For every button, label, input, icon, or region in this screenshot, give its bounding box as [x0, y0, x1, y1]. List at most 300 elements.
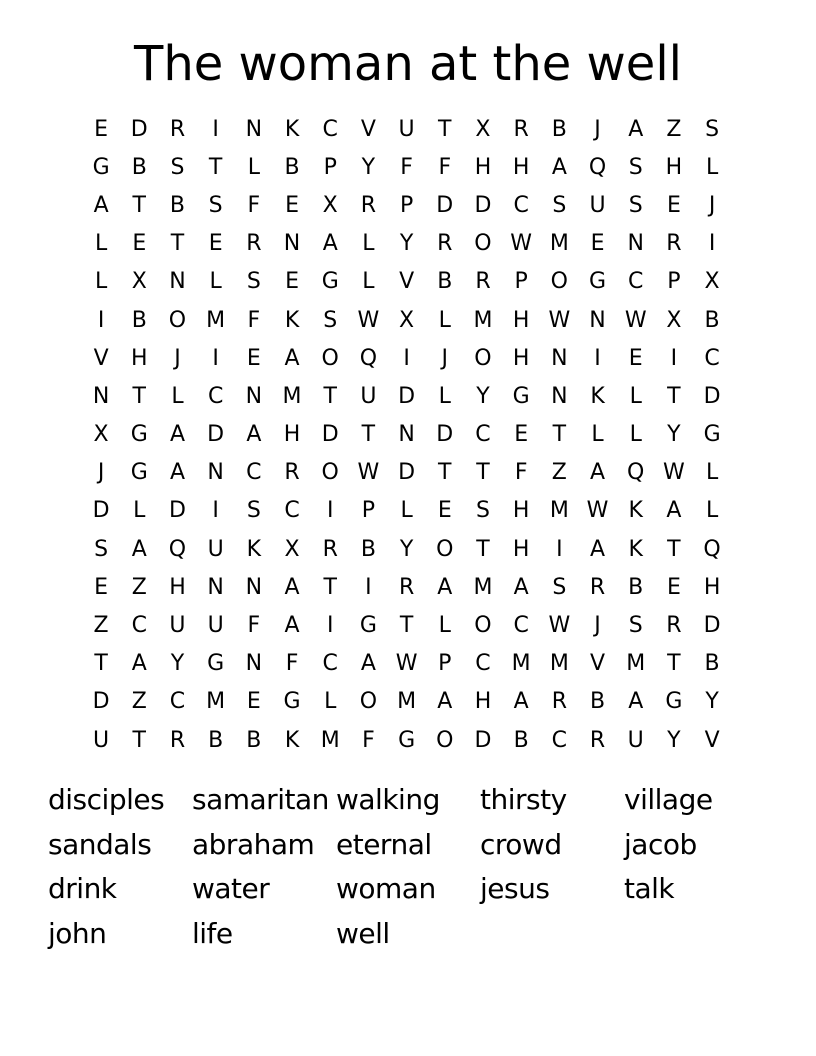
- grid-letter: X: [322, 192, 338, 218]
- grid-letter: I: [708, 231, 716, 257]
- grid-letter: S: [246, 269, 261, 295]
- grid-letter: O: [436, 727, 454, 753]
- grid-letter: N: [245, 383, 263, 409]
- grid-letter: M: [549, 231, 569, 257]
- word-list-item: samaritan: [192, 783, 329, 816]
- grid-letter: B: [284, 154, 300, 180]
- grid-letter: L: [705, 498, 719, 524]
- grid-letter: K: [590, 383, 605, 409]
- grid-letter: U: [207, 536, 224, 562]
- grid-letter: X: [666, 307, 682, 333]
- grid-letter: C: [513, 192, 529, 218]
- grid-letter: L: [438, 307, 451, 333]
- grid-letter: T: [208, 154, 223, 180]
- grid-letter: N: [245, 651, 263, 677]
- grid-letter: A: [666, 498, 682, 524]
- grid-letter: S: [628, 154, 643, 180]
- grid-letter: L: [324, 689, 337, 715]
- word-list-item: talk: [624, 872, 675, 905]
- grid-letter: S: [94, 536, 109, 562]
- grid-letter: D: [130, 116, 148, 142]
- grid-letter: E: [285, 269, 299, 295]
- grid-letter: S: [628, 192, 643, 218]
- grid-letter: R: [246, 231, 262, 257]
- grid-letter: E: [285, 192, 299, 218]
- grid-letter: B: [131, 307, 147, 333]
- grid-letter: M: [473, 307, 493, 333]
- grid-letter: D: [436, 192, 454, 218]
- grid-letter: Q: [703, 536, 721, 562]
- grid-letter: H: [665, 154, 683, 180]
- word-list-item: crowd: [480, 827, 562, 861]
- grid-letter: U: [169, 613, 186, 639]
- grid-letter: B: [169, 192, 186, 218]
- grid-letter: I: [594, 345, 601, 371]
- grid-letter: B: [208, 727, 224, 753]
- grid-letter: L: [362, 231, 375, 257]
- grid-letter: F: [285, 651, 299, 677]
- grid-letter: B: [513, 727, 529, 753]
- grid-letter: A: [246, 422, 262, 448]
- word-list-item: well: [336, 916, 390, 950]
- word-list-item: life: [192, 916, 233, 950]
- grid-letter: D: [474, 727, 492, 753]
- grid-letter: D: [703, 613, 721, 639]
- grid-letter: O: [168, 307, 187, 333]
- grid-letter: A: [437, 574, 453, 600]
- word-list-item: abraham: [192, 827, 315, 861]
- grid-letter: J: [97, 460, 105, 486]
- grid-letter: C: [628, 269, 644, 295]
- grid-letter: F: [400, 154, 413, 180]
- grid-letter: P: [438, 651, 452, 677]
- grid-letter: X: [704, 269, 720, 295]
- grid-letter: Y: [399, 536, 414, 562]
- grid-letter: M: [320, 727, 340, 753]
- grid-letter: L: [591, 422, 604, 448]
- grid-letter: I: [403, 345, 410, 371]
- grid-letter: L: [133, 498, 146, 524]
- grid-letter: E: [666, 192, 681, 218]
- grid-letter: Z: [93, 613, 109, 639]
- grid-letter: G: [283, 689, 301, 715]
- grid-letter: N: [92, 383, 110, 409]
- grid-letter: O: [321, 345, 339, 371]
- grid-letter: Q: [168, 536, 187, 562]
- grid-letter: U: [398, 116, 415, 142]
- grid-letter: L: [209, 269, 222, 295]
- grid-letter: T: [476, 460, 490, 486]
- grid-letter: R: [437, 231, 453, 257]
- grid-letter: B: [704, 651, 720, 677]
- grid-letter: Y: [170, 651, 185, 677]
- grid-letter: P: [361, 498, 376, 524]
- grid-letter: E: [246, 345, 261, 371]
- grid-letter: U: [207, 613, 224, 639]
- grid-letter: C: [207, 383, 224, 409]
- grid-letter: Y: [399, 231, 414, 257]
- grid-letter: S: [170, 154, 185, 180]
- grid-letter: T: [94, 651, 108, 677]
- grid-letter: H: [512, 154, 530, 180]
- grid-letter: S: [246, 498, 261, 524]
- grid-letter: E: [437, 498, 452, 524]
- grid-letter: O: [436, 536, 454, 562]
- grid-letter: O: [474, 345, 492, 371]
- grid-letter: T: [438, 460, 452, 486]
- grid-letter: N: [551, 345, 568, 371]
- grid-letter: Y: [667, 422, 681, 448]
- grid-letter: Q: [627, 460, 645, 486]
- grid-letter: W: [357, 460, 380, 486]
- grid-letter: A: [284, 574, 300, 600]
- grid-letter: D: [436, 422, 454, 448]
- grid-letter: L: [171, 383, 184, 409]
- grid-letter: D: [321, 422, 339, 448]
- grid-letter: T: [552, 422, 567, 448]
- grid-letter: C: [551, 727, 568, 753]
- grid-letter: S: [208, 192, 223, 218]
- grid-letter: J: [441, 345, 449, 371]
- grid-letter: B: [628, 574, 644, 600]
- word-list-item: jesus: [480, 872, 550, 905]
- grid-letter: I: [326, 613, 334, 639]
- grid-letter: C: [169, 689, 186, 715]
- grid-letter: L: [629, 383, 642, 409]
- grid-letter: R: [322, 536, 338, 562]
- grid-letter: H: [474, 689, 492, 715]
- grid-letter: K: [246, 536, 262, 562]
- grid-letter: R: [589, 727, 606, 753]
- grid-letter: G: [92, 154, 110, 180]
- word-list-item: walking: [336, 783, 440, 816]
- grid-letter: A: [284, 613, 300, 639]
- grid-letter: N: [398, 422, 415, 448]
- grid-letter: V: [704, 727, 720, 753]
- grid-letter: T: [476, 536, 490, 562]
- grid-letter: O: [359, 689, 378, 715]
- grid-letter: R: [475, 269, 491, 295]
- grid-letter: A: [131, 536, 147, 562]
- grid-letter: N: [589, 307, 606, 333]
- grid-letter: K: [628, 498, 643, 524]
- grid-letter: B: [437, 269, 453, 295]
- grid-letter: H: [169, 574, 186, 600]
- grid-letter: F: [247, 613, 261, 639]
- grid-letter: W: [395, 651, 418, 677]
- grid-letter: Z: [666, 116, 682, 142]
- grid-letter: R: [169, 727, 186, 753]
- grid-letter: F: [514, 460, 528, 486]
- grid-letter: S: [323, 307, 338, 333]
- grid-letter: X: [284, 536, 300, 562]
- grid-letter: H: [512, 536, 530, 562]
- grid-letter: L: [400, 498, 413, 524]
- grid-letter: F: [247, 192, 261, 218]
- grid-letter: H: [512, 345, 530, 371]
- grid-letter: Y: [667, 727, 681, 753]
- grid-letter: C: [475, 422, 491, 448]
- grid-letter: A: [551, 154, 567, 180]
- grid-letter: G: [512, 383, 530, 409]
- word-list-item: disciples: [48, 783, 165, 816]
- word-list-item: thirsty: [480, 783, 567, 816]
- grid-letter: V: [360, 116, 376, 142]
- grid-letter: A: [590, 460, 606, 486]
- grid-letter: L: [247, 154, 260, 180]
- grid-letter: G: [589, 269, 607, 295]
- grid-letter: B: [246, 727, 262, 753]
- grid-letter: O: [474, 613, 492, 639]
- grid-letter: I: [212, 116, 219, 142]
- grid-letter: R: [666, 613, 682, 639]
- grid-letter: E: [628, 345, 643, 371]
- grid-letter: L: [94, 231, 108, 257]
- grid-letter: A: [513, 689, 529, 715]
- grid-letter: S: [552, 574, 567, 600]
- grid-letter: E: [94, 116, 109, 142]
- grid-letter: R: [666, 231, 682, 257]
- grid-letter: N: [245, 574, 263, 600]
- grid-letter: H: [131, 345, 148, 371]
- grid-letter: J: [594, 613, 601, 639]
- grid-letter: N: [627, 231, 644, 257]
- grid-letter: G: [321, 269, 339, 295]
- grid-letter: L: [94, 269, 108, 295]
- grid-letter: A: [131, 651, 147, 677]
- grid-letter: E: [590, 231, 605, 257]
- grid-letter: X: [475, 116, 491, 142]
- grid-letter: B: [704, 307, 720, 333]
- grid-letter: O: [321, 460, 339, 486]
- grid-letter: T: [170, 231, 185, 257]
- grid-letter: I: [556, 536, 563, 562]
- grid-letter: F: [438, 154, 452, 180]
- grid-letter: N: [551, 383, 568, 409]
- grid-letter: Z: [551, 460, 567, 486]
- grid-letter: E: [246, 689, 261, 715]
- grid-letter: A: [513, 574, 529, 600]
- grid-letter: D: [168, 498, 186, 524]
- grid-letter: D: [703, 383, 721, 409]
- grid-letter: M: [206, 307, 226, 333]
- grid-letter: E: [94, 574, 109, 600]
- word-list-item: woman: [336, 872, 436, 905]
- grid-letter: C: [322, 651, 338, 677]
- word-list-item: sandals: [48, 827, 152, 861]
- grid-letter: I: [212, 498, 219, 524]
- grid-letter: B: [360, 536, 376, 562]
- grid-letter: I: [670, 345, 678, 371]
- grid-letter: T: [132, 727, 146, 753]
- grid-letter: T: [667, 651, 681, 677]
- grid-letter: U: [627, 727, 644, 753]
- grid-letter: A: [169, 422, 185, 448]
- grid-letter: N: [283, 231, 301, 257]
- grid-letter: C: [246, 460, 262, 486]
- grid-letter: S: [475, 498, 490, 524]
- grid-letter: V: [399, 269, 415, 295]
- grid-letter: W: [548, 307, 571, 333]
- grid-letter: V: [93, 345, 109, 371]
- grid-letter: F: [362, 727, 375, 753]
- grid-letter: G: [207, 651, 225, 677]
- grid-letter: B: [131, 154, 147, 180]
- grid-letter: D: [398, 460, 416, 486]
- grid-letter: U: [93, 727, 110, 753]
- grid-letter: W: [510, 231, 533, 257]
- grid-letter: T: [361, 422, 376, 448]
- grid-letter: E: [666, 574, 681, 600]
- word-list-item: john: [48, 916, 107, 950]
- grid-letter: T: [399, 613, 414, 639]
- grid-letter: D: [92, 689, 110, 715]
- grid-letter: B: [551, 116, 567, 142]
- grid-letter: H: [703, 574, 721, 600]
- grid-letter: X: [399, 307, 415, 333]
- grid-letter: W: [586, 498, 609, 524]
- grid-letter: T: [667, 383, 681, 409]
- grid-letter: M: [511, 651, 531, 677]
- grid-letter: W: [663, 460, 685, 486]
- grid-letter: M: [473, 574, 493, 600]
- grid-letter: A: [93, 192, 109, 218]
- grid-letter: P: [667, 269, 681, 295]
- grid-letter: M: [282, 383, 302, 409]
- grid-letter: G: [359, 613, 377, 639]
- grid-letter: P: [514, 269, 528, 295]
- word-list-item: village: [624, 783, 713, 816]
- grid-letter: N: [169, 269, 186, 295]
- grid-letter: S: [705, 116, 720, 142]
- grid-letter: Y: [476, 383, 490, 409]
- grid-letter: I: [97, 307, 105, 333]
- grid-letter: A: [628, 116, 644, 142]
- grid-letter: N: [207, 574, 224, 600]
- grid-letter: A: [437, 689, 453, 715]
- grid-letter: W: [624, 307, 647, 333]
- grid-letter: V: [590, 651, 606, 677]
- grid-letter: O: [550, 269, 568, 295]
- grid-letter: M: [626, 651, 646, 677]
- word-list-item: drink: [48, 872, 117, 905]
- grid-letter: H: [512, 498, 530, 524]
- grid-letter: R: [551, 689, 567, 715]
- grid-letter: E: [514, 422, 529, 448]
- grid-letter: L: [629, 422, 642, 448]
- grid-letter: K: [284, 307, 300, 333]
- page-title: The woman at the well: [134, 36, 682, 92]
- grid-letter: A: [628, 689, 644, 715]
- grid-letter: T: [323, 383, 337, 409]
- grid-letter: R: [513, 116, 529, 142]
- grid-letter: A: [590, 536, 606, 562]
- grid-letter: A: [360, 651, 376, 677]
- grid-letter: Y: [361, 154, 376, 180]
- grid-letter: A: [169, 460, 185, 486]
- grid-letter: F: [247, 307, 261, 333]
- grid-letter: G: [398, 727, 416, 753]
- grid-letter: R: [398, 574, 415, 600]
- grid-letter: T: [438, 116, 452, 142]
- grid-letter: C: [131, 613, 147, 639]
- word-list-item: water: [192, 872, 270, 905]
- grid-letter: T: [667, 536, 681, 562]
- grid-letter: X: [131, 269, 147, 295]
- grid-letter: L: [362, 269, 375, 295]
- grid-letter: G: [665, 689, 683, 715]
- grid-letter: U: [360, 383, 377, 409]
- grid-letter: Z: [131, 689, 147, 715]
- grid-letter: D: [207, 422, 225, 448]
- grid-letter: I: [365, 574, 372, 600]
- grid-letter: X: [93, 422, 109, 448]
- grid-letter: C: [513, 613, 529, 639]
- grid-letter: K: [284, 116, 300, 142]
- grid-letter: G: [130, 422, 148, 448]
- grid-letter: G: [703, 422, 721, 448]
- grid-letter: N: [245, 116, 263, 142]
- grid-letter: L: [705, 460, 719, 486]
- grid-letter: M: [397, 689, 417, 715]
- grid-letter: S: [552, 192, 567, 218]
- grid-letter: T: [132, 192, 146, 218]
- grid-letter: L: [705, 154, 719, 180]
- grid-letter: G: [130, 460, 148, 486]
- grid-letter: T: [132, 383, 146, 409]
- grid-letter: H: [283, 422, 301, 448]
- grid-letter: C: [704, 345, 720, 371]
- grid-letter: H: [512, 307, 530, 333]
- letter-grid: [82, 110, 732, 759]
- grid-letter: C: [322, 116, 338, 142]
- grid-letter: O: [474, 231, 492, 257]
- grid-letter: M: [206, 689, 226, 715]
- grid-letter: I: [212, 345, 219, 371]
- grid-letter: E: [132, 231, 147, 257]
- grid-letter: Y: [705, 689, 719, 715]
- grid-letter: H: [474, 154, 492, 180]
- grid-letter: Z: [131, 574, 147, 600]
- grid-letter: A: [284, 345, 300, 371]
- grid-letter: Q: [359, 345, 378, 371]
- grid-letter: J: [594, 116, 601, 142]
- grid-letter: U: [589, 192, 606, 218]
- grid-letter: L: [438, 383, 451, 409]
- grid-letter: W: [357, 307, 380, 333]
- grid-letter: J: [708, 192, 716, 218]
- grid-letter: P: [323, 154, 337, 180]
- grid-letter: M: [549, 498, 569, 524]
- grid-letter: R: [169, 116, 186, 142]
- grid-letter: R: [284, 460, 300, 486]
- grid-letter: T: [323, 574, 337, 600]
- word-list-item: eternal: [336, 827, 432, 861]
- grid-letter: M: [549, 651, 569, 677]
- grid-letter: L: [438, 613, 451, 639]
- grid-letter: D: [92, 498, 110, 524]
- grid-letter: R: [589, 574, 606, 600]
- grid-letter: S: [628, 613, 643, 639]
- word-list: [48, 780, 768, 958]
- grid-letter: N: [207, 460, 224, 486]
- grid-letter: K: [284, 727, 300, 753]
- grid-letter: C: [284, 498, 300, 524]
- grid-letter: P: [399, 192, 414, 218]
- grid-letter: B: [589, 689, 606, 715]
- grid-letter: Q: [588, 154, 607, 180]
- grid-letter: I: [326, 498, 334, 524]
